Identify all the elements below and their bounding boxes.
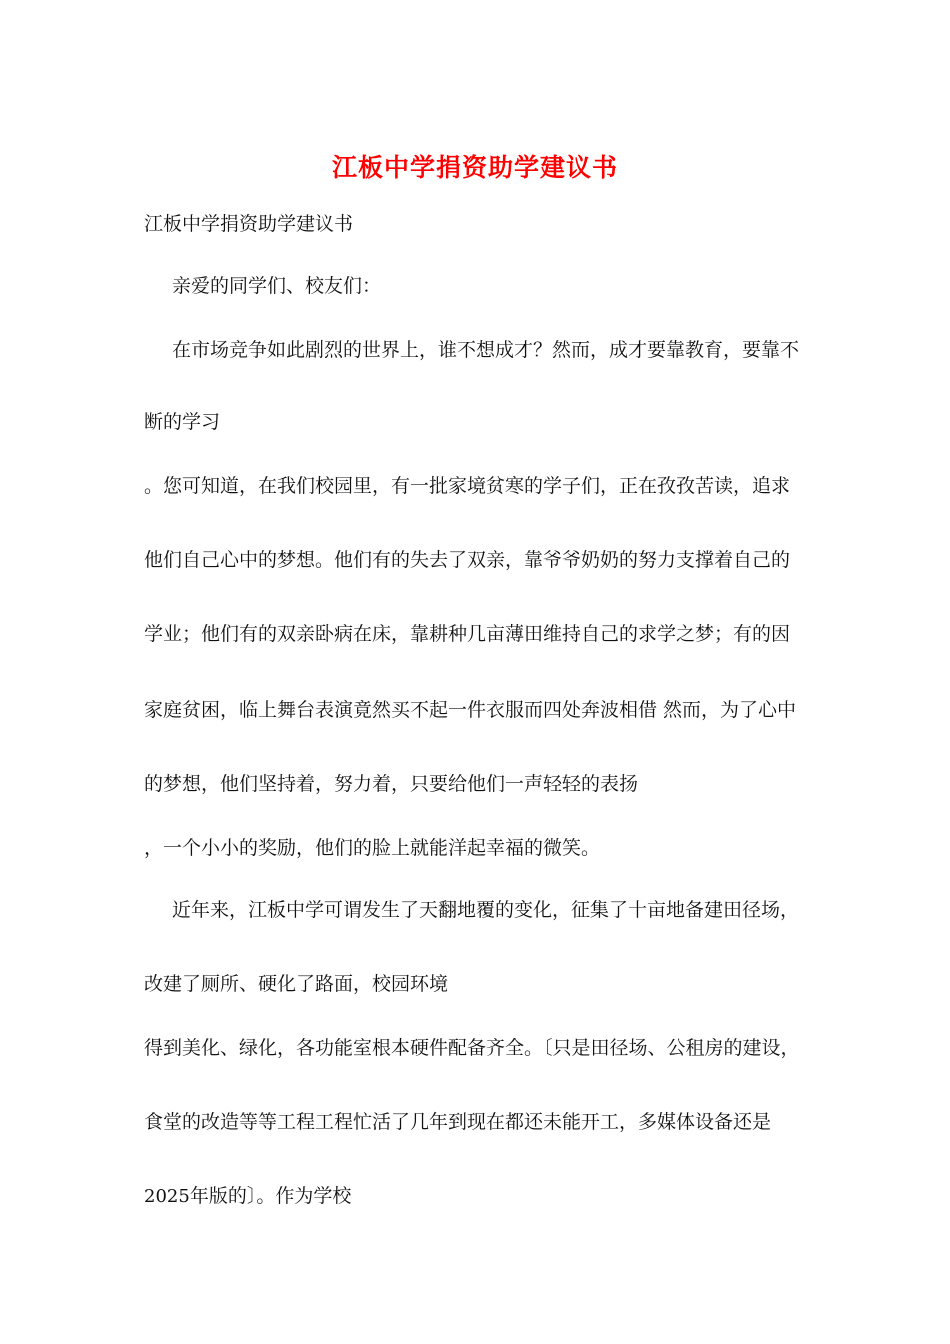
paragraph-line: 他们自己心中的梦想。他们有的失去了双亲，靠爷爷奶奶的努力支撑着自己的 <box>144 549 791 571</box>
paragraph-line: 改建了厕所、硬化了路面，校园环境 <box>144 973 449 995</box>
greeting: 亲爱的同学们、校友们： <box>172 275 382 297</box>
last-line-text: 年版的〕。作为学校 <box>189 1185 352 1207</box>
paragraph-line: 学业；他们有的双亲卧病在床，靠耕种几亩薄田维持自己的求学之梦；有的因 <box>144 623 791 645</box>
year-text: 2025 <box>144 1186 190 1207</box>
document-title: 江板中学捐资助学建议书 <box>331 153 618 182</box>
paragraph-line: 食堂的改造等等工程工程忙活了几年到现在都还未能开工，多媒体设备还是 <box>144 1111 772 1133</box>
paragraph-last-line <box>144 1182 351 1211</box>
paragraph-line: 近年来，江板中学可谓发生了天翻地覆的变化，征集了十亩地备建田径场， <box>172 899 800 921</box>
paragraph-line: 的梦想，他们坚持着，努力着，只要给他们一声轻轻的表扬 <box>144 773 639 795</box>
paragraph-line: 家庭贫困，临上舞台表演竟然买不起一件衣服而四处奔波相借 然而，为了心中 <box>144 699 797 721</box>
paragraph-line: 。您可知道，在我们校园里，有一批家境贫寒的学子们，正在孜孜苦读，追求 <box>144 475 791 497</box>
paragraph-line: 在市场竞争如此剧烈的世界上，谁不想成才？然而，成才要靠教育，要靠不 <box>172 339 800 361</box>
paragraph-line: 得到美化、绿化，各功能室根本硬件配备齐全。〔只是田径场、公租房的建设， <box>144 1037 800 1059</box>
paragraph-line: ，一个小小的奖励，他们的脸上就能洋起幸福的微笑。 <box>144 837 601 859</box>
paragraph-line: 断的学习 <box>144 411 221 433</box>
document-subtitle: 江板中学捐资助学建议书 <box>144 213 354 235</box>
